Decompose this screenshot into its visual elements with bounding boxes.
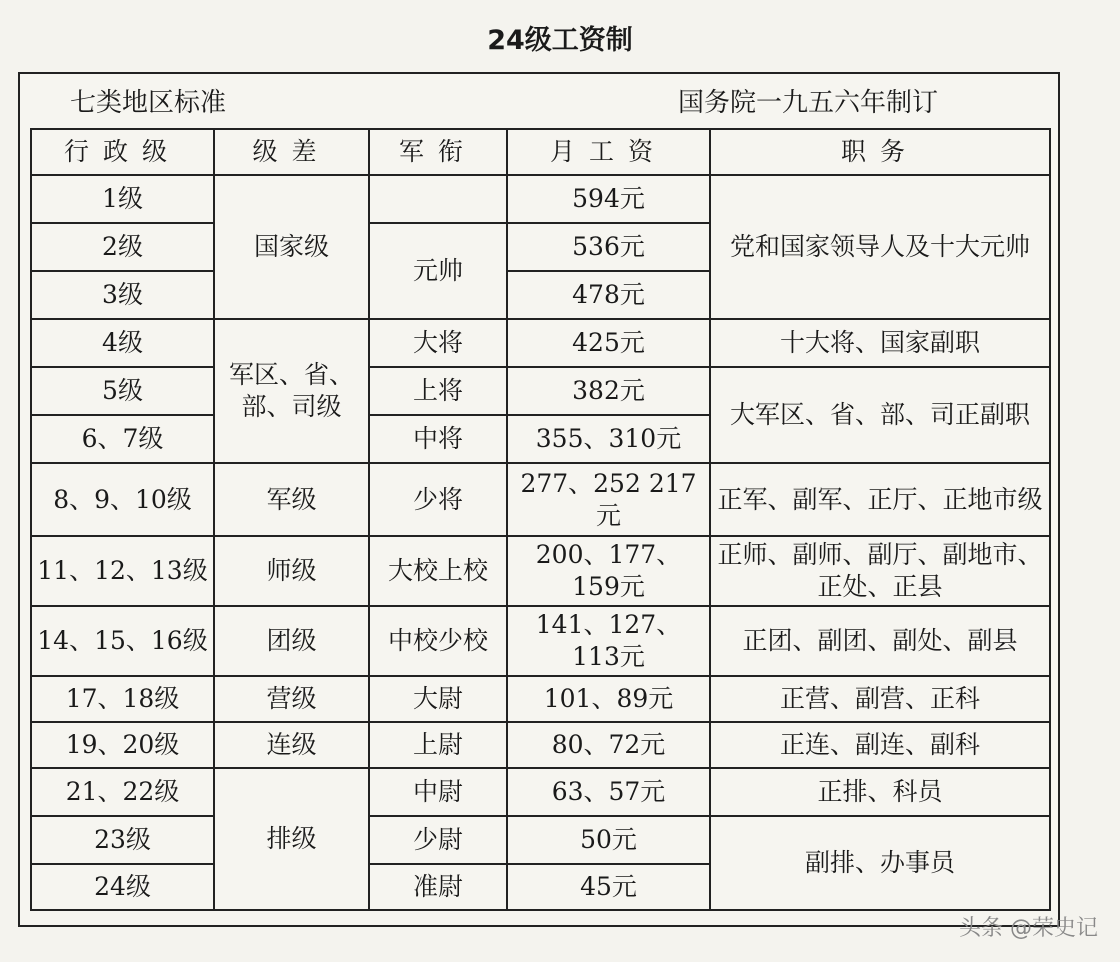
admin-level-cell: 6、7级 (31, 415, 214, 463)
grade-cell: 师级 (214, 536, 369, 606)
rank-cell: 少将 (369, 463, 507, 536)
table-row (31, 816, 1050, 864)
wage-cell: 355、310元 (507, 415, 710, 463)
grade-cell: 排级 (214, 768, 369, 910)
rank-cell: 少尉 (369, 816, 507, 864)
grade-cell: 营级 (214, 676, 369, 722)
rank-cell: 上将 (369, 367, 507, 415)
rank-cell: 准尉 (369, 864, 507, 910)
table-row (31, 367, 1050, 415)
wage-cell: 80、72元 (507, 722, 710, 768)
admin-level-cell: 3级 (31, 271, 214, 319)
table-row (31, 319, 1050, 367)
rank-cell: 上尉 (369, 722, 507, 768)
header-admin-level: 行政级 (31, 129, 214, 175)
position-cell: 党和国家领导人及十大元帅 (710, 175, 1050, 319)
wage-cell: 63、57元 (507, 768, 710, 816)
wage-cell: 50元 (507, 816, 710, 864)
admin-level-cell: 14、15、16级 (31, 606, 214, 676)
rank-cell (369, 175, 507, 223)
admin-level-cell: 19、20级 (31, 722, 214, 768)
position-cell: 正军、副军、正厅、正地市级 (710, 463, 1050, 536)
admin-level-cell: 1级 (31, 175, 214, 223)
table-row (31, 722, 1050, 768)
admin-level-cell: 23级 (31, 816, 214, 864)
grade-cell: 国家级 (214, 175, 369, 319)
header-military-rank: 军衔 (369, 129, 507, 175)
table-row (31, 606, 1050, 676)
rank-cell: 大校上校 (369, 536, 507, 606)
admin-level-cell: 11、12、13级 (31, 536, 214, 606)
position-cell: 正连、副连、副科 (710, 722, 1050, 768)
table-row (31, 768, 1050, 816)
position-cell: 正排、科员 (710, 768, 1050, 816)
wage-cell: 45元 (507, 864, 710, 910)
rank-cell: 元帅 (369, 223, 507, 319)
grade-cell: 连级 (214, 722, 369, 768)
wage-cell: 200、177、159元 (507, 536, 710, 606)
wage-cell: 536元 (507, 223, 710, 271)
rank-cell: 中将 (369, 415, 507, 463)
table-row (31, 676, 1050, 722)
position-cell: 正师、副师、副厅、副地市、正处、正县 (710, 536, 1050, 606)
region-standard: 七类地区标准 (70, 88, 227, 118)
rank-cell: 中校少校 (369, 606, 507, 676)
wage-cell: 382元 (507, 367, 710, 415)
wage-cell: 594元 (507, 175, 710, 223)
wage-cell: 277、252 217元 (507, 463, 710, 536)
header-grade-difference: 级差 (214, 129, 369, 175)
admin-level-cell: 2级 (31, 223, 214, 271)
admin-level-cell: 8、9、10级 (31, 463, 214, 536)
page-title: 24级工资制 (487, 25, 633, 56)
admin-level-cell: 24级 (31, 864, 214, 910)
position-cell: 十大将、国家副职 (710, 319, 1050, 367)
admin-level-cell: 21、22级 (31, 768, 214, 816)
rank-cell: 中尉 (369, 768, 507, 816)
grade-cell: 军级 (214, 463, 369, 536)
position-cell: 副排、办事员 (710, 816, 1050, 910)
position-cell: 正团、副团、副处、副县 (710, 606, 1050, 676)
table-row (31, 175, 1050, 223)
grade-cell: 军区、省、部、司级 (214, 319, 369, 463)
wage-cell: 141、127、113元 (507, 606, 710, 676)
admin-level-cell: 4级 (31, 319, 214, 367)
position-cell: 正营、副营、正科 (710, 676, 1050, 722)
header-monthly-wage: 月工资 (507, 129, 710, 175)
wage-cell: 101、89元 (507, 676, 710, 722)
wage-table (30, 128, 1051, 911)
admin-level-cell: 17、18级 (31, 676, 214, 722)
issuer-note: 国务院一九五六年制订 (678, 88, 939, 118)
rank-cell: 大将 (369, 319, 507, 367)
wage-cell: 478元 (507, 271, 710, 319)
admin-level-cell: 5级 (31, 367, 214, 415)
grade-cell: 团级 (214, 606, 369, 676)
table-row (31, 536, 1050, 606)
table-header-row (31, 129, 1050, 175)
position-cell: 大军区、省、部、司正副职 (710, 367, 1050, 463)
header-position: 职务 (710, 129, 1050, 175)
rank-cell: 大尉 (369, 676, 507, 722)
table-row (31, 463, 1050, 536)
watermark: 头条 @荣史记 (959, 916, 1098, 941)
wage-cell: 425元 (507, 319, 710, 367)
